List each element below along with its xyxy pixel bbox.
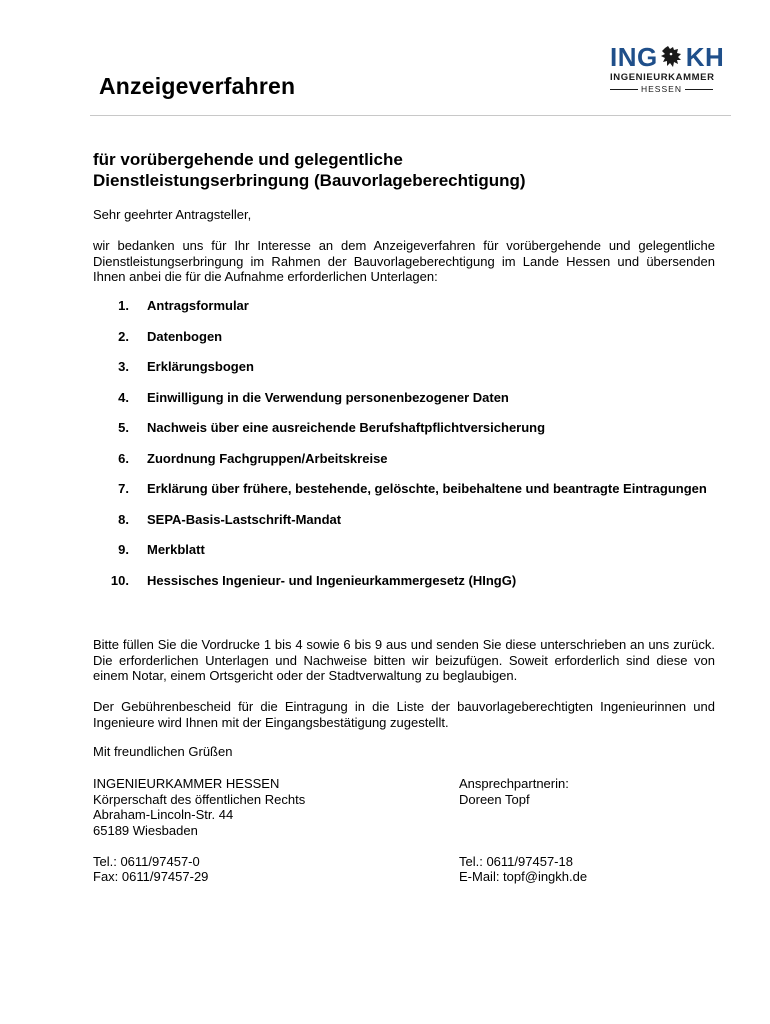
subtitle-line-1: für vorübergehende und gelegentliche <box>93 150 403 169</box>
document-list <box>93 298 713 603</box>
logo-rule-right <box>685 89 713 90</box>
document-title: Datenbogen <box>147 328 223 344</box>
document-number: 4. <box>118 389 129 405</box>
contact-spacer <box>459 823 587 839</box>
contact-person <box>459 776 587 885</box>
document-number: 5. <box>118 420 129 435</box>
document-list-item <box>93 481 713 497</box>
logo-rule-left <box>610 89 638 90</box>
logo-brand-right: KH <box>685 42 725 72</box>
intro-paragraph: wir bedanken uns für Ihr Interesse an dem Anzeigeverfahren für vorübergehende und gelegentliche Dienstleistungserbringung im Rahmen der Bauvorlageberechtigung im Lande Hessen und übersenden Ihnen anbei die für die Aufnahme erforderlichen Unterlagen: <box>93 238 715 284</box>
contact-phone: Tel.: 0611/97457-18 <box>459 853 573 869</box>
header-divider <box>90 115 731 116</box>
document-title: Erklärungsbogen <box>147 359 254 374</box>
document-title: Zuordnung Fachgruppen/Arbeitskreise <box>147 450 388 466</box>
document-title: SEPA-Basis-Lastschrift-Mandat <box>147 511 342 527</box>
document-list-item <box>93 329 713 345</box>
document-number: 7. <box>118 481 129 496</box>
document-list-item <box>93 298 713 314</box>
document-number: 1. <box>118 298 129 313</box>
lion-icon <box>659 45 685 69</box>
contact-name: Doreen Topf <box>459 791 530 807</box>
sender-city: 65189 Wiesbaden <box>93 822 198 838</box>
fee-notice-paragraph: Der Gebührenbescheid für die Eintragung in die Liste der bauvorlageberechtigten Ingenieurinnen und Ingenieure wird Ihnen mit der Eingangsbestätigung zugestellt. <box>93 699 715 730</box>
logo-org-name: INGENIEURKAMMER <box>610 72 715 83</box>
sender-phone: Tel.: 0611/97457-0 <box>93 853 200 869</box>
page-title: Anzeigeverfahren <box>99 73 296 99</box>
sender-organization: INGENIEURKAMMER HESSEN <box>93 776 280 791</box>
document-number: 2. <box>118 328 129 344</box>
logo-brand <box>604 44 726 70</box>
document-title: Einwilligung in die Verwendung personenbezogener Daten <box>147 389 509 405</box>
document-title: Nachweis über eine ausreichende Berufshaftpflichtversicherung <box>147 420 546 435</box>
contact-label: Ansprechpartnerin: <box>459 776 569 791</box>
contact-email: E-Mail: topf@ingkh.de <box>459 869 588 884</box>
document-list-item <box>93 451 713 467</box>
sender-street: Abraham-Lincoln-Str. 44 <box>93 807 234 822</box>
document-list-item <box>93 359 713 375</box>
document-subtitle <box>93 149 733 191</box>
logo-brand-left: ING <box>610 42 658 72</box>
document-list-item <box>93 420 713 436</box>
document-number: 3. <box>118 359 129 374</box>
logo-region <box>604 84 726 94</box>
document-title: Merkblatt <box>147 542 205 557</box>
instructions-paragraph: Bitte füllen Sie die Vordrucke 1 bis 4 sowie 6 bis 9 aus und senden Sie diese unterschrieben an uns zurück. Die erforderlichen Unterlagen und Nachweise bitten wir beizufügen. Soweit erforderlich sind diese von einem Notar, einem Ortsgericht oder der Stadtverwaltung zu beglaubigen. <box>93 637 715 683</box>
logo-region-label: HESSEN <box>641 84 682 94</box>
subtitle-line-2: Dienstleistungserbringung (Bauvorlageberechtigung) <box>93 171 526 190</box>
document-list-item <box>93 390 713 406</box>
sender-legal-form: Körperschaft des öffentlichen Rechts <box>93 791 306 807</box>
document-number: 10. <box>110 572 129 588</box>
contact-spacer <box>459 838 587 854</box>
document-title: Antragsformular <box>147 298 249 313</box>
document-title: Hessisches Ingenieur- und Ingenieurkammergesetz (HIngG) <box>147 572 517 588</box>
ingkh-logo <box>604 44 726 96</box>
salutation: Sehr geehrter Antragsteller, <box>93 207 252 222</box>
document-list-item <box>93 512 713 528</box>
document-number: 8. <box>118 511 129 527</box>
contact-spacer <box>459 807 587 823</box>
document-number: 6. <box>118 450 129 466</box>
document-number: 9. <box>118 542 129 557</box>
sender-address <box>93 776 305 885</box>
closing-salutation: Mit freundlichen Grüßen <box>93 744 233 759</box>
document-list-item <box>93 573 713 589</box>
address-spacer <box>93 838 305 854</box>
sender-fax: Fax: 0611/97457-29 <box>93 869 209 884</box>
document-title: Erklärung über frühere, bestehende, gelöschte, beibehaltene und beantragte Eintragungen <box>147 481 707 496</box>
document-list-item <box>93 542 713 558</box>
